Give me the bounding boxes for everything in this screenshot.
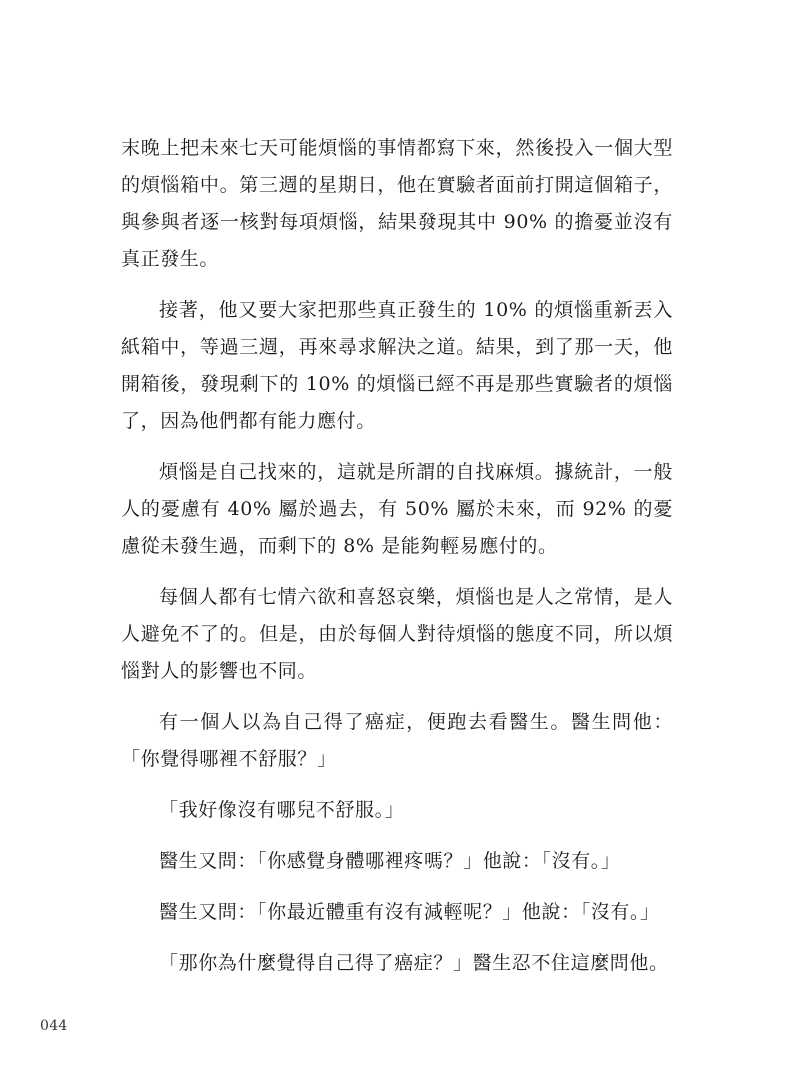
dialogue-line: 醫生又問：「你最近體重有沒有減輕呢？」他說：「沒有。」 xyxy=(159,901,660,923)
paragraph-continued: 末晚上把未來七天可能煩惱的事情都寫下來，然後投入一個大型的煩惱箱中。第三週的星期日，他在實驗者面前打開這個箱子，與參與者逐一核對每項煩惱，結果發現其中 90% 的擔憂並沒有真正發生。 xyxy=(121,137,673,270)
dialogue-line: 「我好像沒有哪兒不舒服。」 xyxy=(159,799,405,821)
paragraph: 有一個人以為自己得了癌症，便跑去看醫生。醫生問他：「你覺得哪裡不舒服？」 xyxy=(121,711,673,770)
dialogue-line: 醫生又問：「你感覺身體哪裡疼嗎？」他說：「沒有。」 xyxy=(159,850,621,872)
paragraph: 接著，他又要大家把那些真正發生的 10% 的煩惱重新丟入紙箱中，等過三週，再來尋求解決之道。結果，到了那一天，他開箱後，發現剩下的 10% 的煩惱已經不再是那些實驗者的煩惱了，因為他們都有能力應付。 xyxy=(121,299,673,432)
page-body xyxy=(121,130,673,996)
paragraph: 煩惱是自己找來的，這就是所謂的自找麻煩。據統計，一般人的憂慮有 40% 屬於過去，有 50% 屬於未來，而 92% 的憂慮從未發生過，而剩下的 8% 是能夠輕易應付的。 xyxy=(121,461,673,557)
paragraph: 每個人都有七情六欲和喜怒哀樂，煩惱也是人之常情，是人人避免不了的。但是，由於每個人對待煩惱的態度不同，所以煩惱對人的影響也不同。 xyxy=(121,586,673,682)
page-number: 044 xyxy=(40,1018,68,1034)
dialogue-line: 「那你為什麼覺得自己得了癌症？」醫生忍不住這麼問他。 xyxy=(159,952,669,974)
